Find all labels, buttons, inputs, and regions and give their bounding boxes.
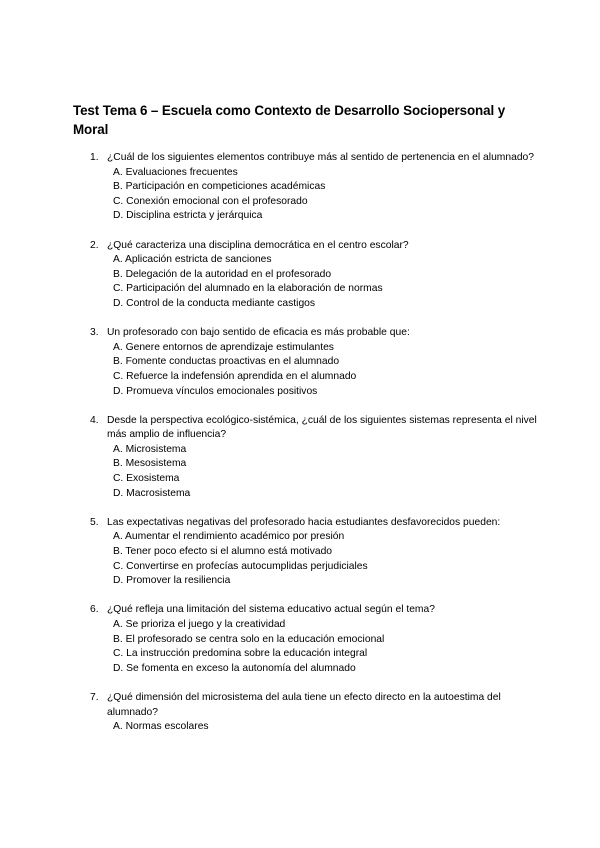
- answer-option: A. Microsistema: [113, 443, 187, 455]
- answer-option: A. Se prioriza el juego y la creatividad: [113, 619, 286, 630]
- answer-options: [107, 530, 540, 588]
- question-number: 4.: [90, 414, 99, 426]
- answer-options: [107, 720, 540, 735]
- question-text: ¿Cuál de los siguientes elementos contribuye más al sentido de pertenencia en el alumnado?: [107, 152, 535, 163]
- question-number: 1.: [90, 152, 99, 163]
- question-number: 3.: [90, 327, 99, 339]
- answer-option: A. Evaluaciones frecuentes: [113, 166, 238, 178]
- question-3: [73, 326, 540, 399]
- question-number: 5.: [90, 516, 99, 528]
- answer-option: D. Control de la conducta mediante castigos: [113, 297, 316, 309]
- answer-options: [107, 618, 540, 676]
- answer-option: D. Promover la resiliencia: [113, 575, 231, 587]
- answer-option: D. Disciplina estricta y jerárquica: [113, 210, 263, 222]
- answer-option: C. Refuerce la indefensión aprendida en el alumnado: [113, 370, 357, 382]
- question-number: 2.: [90, 239, 99, 251]
- answer-option: C. La instrucción predomina sobre la educación integral: [113, 648, 368, 660]
- question-7: [73, 691, 540, 735]
- answer-options: [107, 166, 540, 224]
- document-title: Test Tema 6 – Escuela como Contexto de Desarrollo Sociopersonal y Moral: [73, 103, 506, 137]
- answer-options: [107, 443, 540, 501]
- answer-options: [107, 253, 540, 311]
- answer-option: C. Convertirse en profecías autocumplidas perjudiciales: [113, 560, 368, 572]
- answer-option: C. Conexión emocional con el profesorado: [113, 195, 308, 207]
- question-6: [73, 603, 540, 676]
- answer-option: B. Mesosistema: [113, 458, 187, 470]
- question-text: ¿Qué caracteriza una disciplina democrática en el centro escolar?: [107, 239, 409, 251]
- answer-option: B. Participación en competiciones académicas: [113, 181, 326, 193]
- answer-option: B. Tener poco efecto si el alumno está motivado: [113, 546, 333, 558]
- answer-option: B. Delegación de la autoridad en el profesorado: [113, 268, 332, 280]
- question-2: [73, 239, 540, 312]
- question-number: 6.: [90, 604, 99, 616]
- answer-option: D. Se fomenta en exceso la autonomía del alumnado: [113, 662, 356, 674]
- answer-option: C. Participación del alumnado en la elaboración de normas: [113, 283, 383, 295]
- question-4: [73, 414, 540, 502]
- question-5: [73, 516, 540, 589]
- question-text: ¿Qué dimensión del microsistema del aula tiene un efecto directo en la autoestima del alumnado?: [107, 691, 501, 718]
- answer-option: C. Exosistema: [113, 473, 180, 485]
- question-text: ¿Qué refleja una limitación del sistema educativo actual según el tema?: [107, 604, 435, 616]
- answer-option: A. Normas escolares: [113, 721, 209, 733]
- answer-option: A. Aumentar el rendimiento académico por presión: [113, 531, 345, 543]
- answer-option: B. Fomente conductas proactivas en el alumnado: [113, 356, 340, 368]
- question-number: 7.: [90, 691, 99, 703]
- answer-option: A. Aplicación estricta de sanciones: [113, 254, 272, 266]
- answer-options: [107, 341, 540, 399]
- answer-option: B. El profesorado se centra solo en la educación emocional: [113, 633, 385, 645]
- question-1: [73, 151, 540, 224]
- question-text: Las expectativas negativas del profesorado hacia estudiantes desfavorecidos pueden:: [107, 516, 501, 528]
- answer-option: D. Macrosistema: [113, 487, 191, 499]
- question-text: Desde la perspectiva ecológico-sistémica, ¿cuál de los siguientes sistemas representa el nivel más amplio de influencia?: [107, 414, 537, 441]
- answer-option: D. Promueva vínculos emocionales positivos: [113, 385, 318, 397]
- answer-option: A. Genere entornos de aprendizaje estimulantes: [113, 341, 334, 353]
- question-list: [73, 151, 540, 735]
- question-text: Un profesorado con bajo sentido de eficacia es más probable que:: [107, 327, 410, 339]
